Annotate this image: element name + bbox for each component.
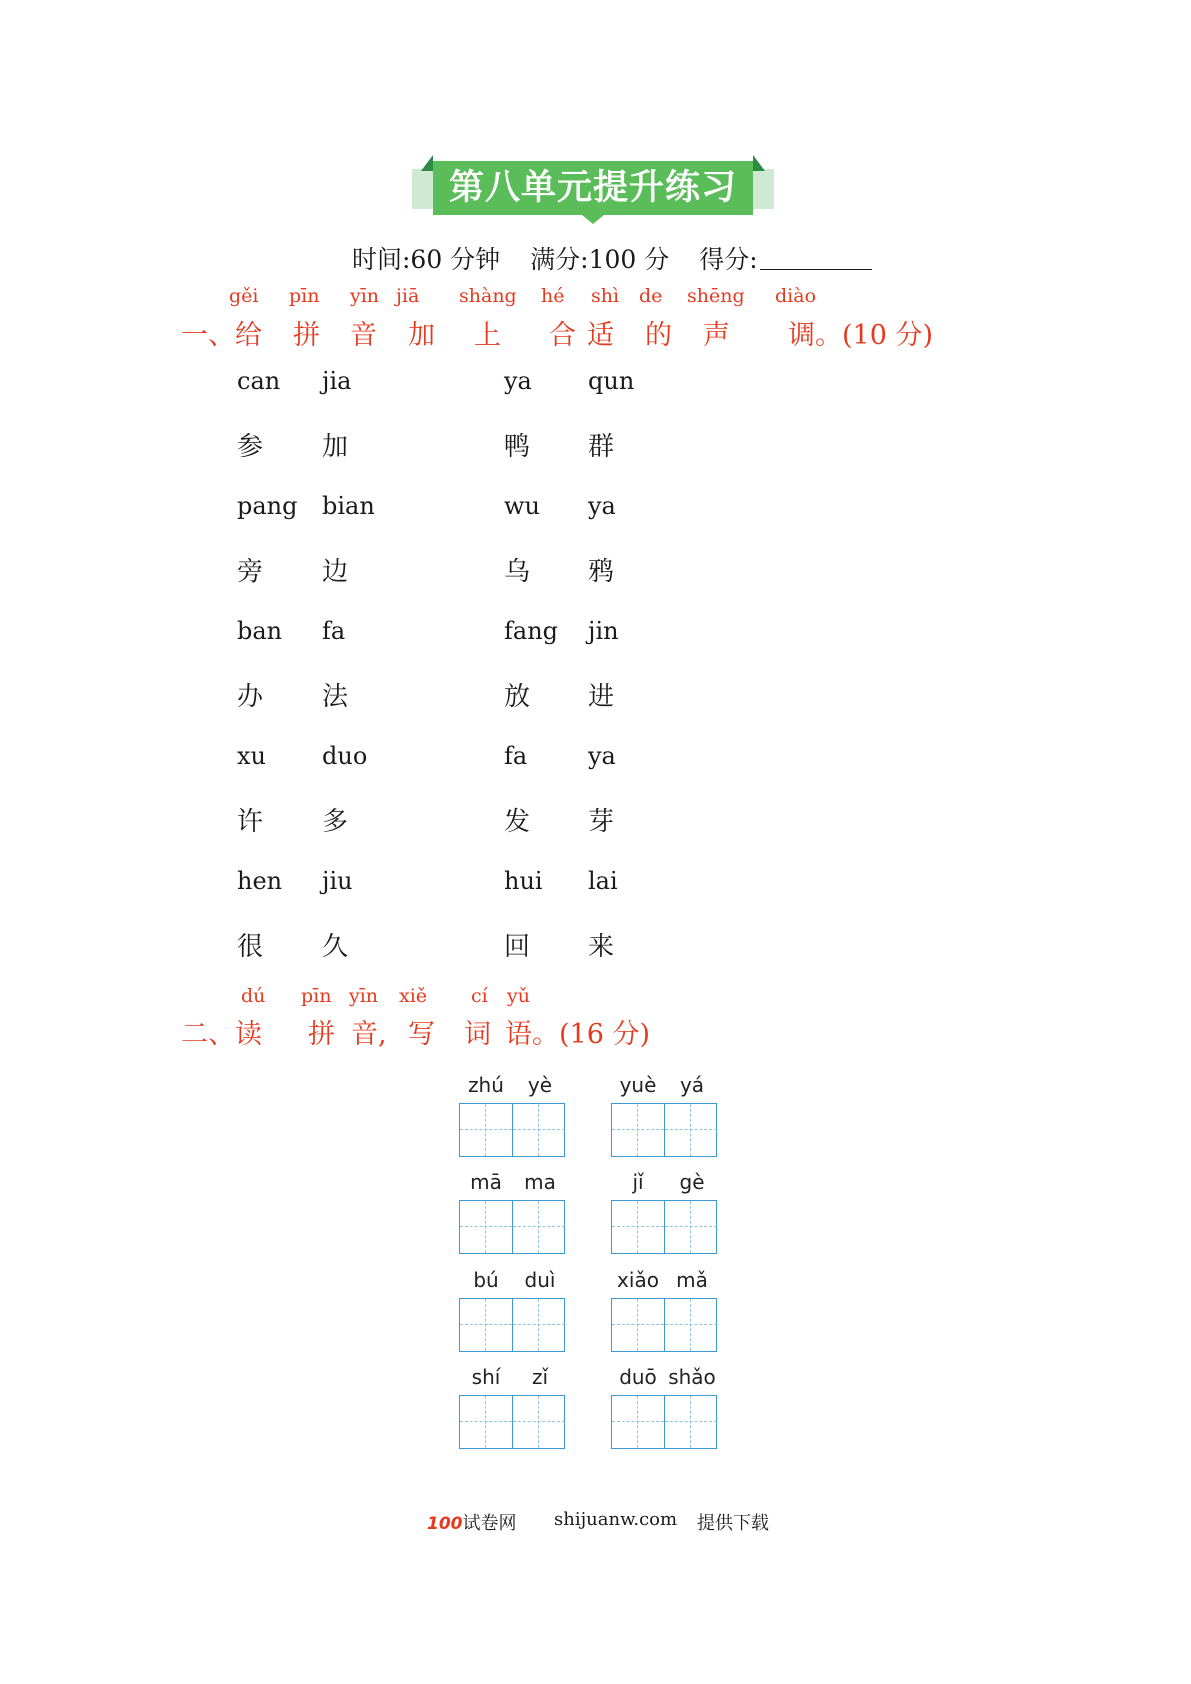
- word-pinyin: shǎo: [668, 1365, 716, 1389]
- hanzi-character: 放: [504, 682, 531, 712]
- word-pinyin: jǐ: [632, 1170, 644, 1194]
- part2-heading-pinyin: pīn: [301, 985, 332, 1007]
- pinyin-syllable[interactable]: qun: [588, 367, 635, 395]
- tianzige-writing-box[interactable]: [612, 1201, 664, 1253]
- hanzi-character: 旁: [237, 557, 264, 587]
- pinyin-syllable[interactable]: can: [237, 367, 281, 395]
- tianzige-writing-box[interactable]: [460, 1104, 512, 1156]
- hanzi-character: 回: [504, 932, 531, 962]
- hanzi-character: 法: [322, 682, 349, 712]
- hanzi-character: 参: [237, 432, 264, 462]
- part1-heading-pinyin: de: [639, 285, 663, 307]
- score-blank[interactable]: [760, 247, 872, 270]
- part1-heading-pinyin: gěi: [229, 285, 259, 307]
- word-writing-item: [611, 1268, 719, 1352]
- hanzi-character: 芽: [588, 807, 615, 837]
- part1-heading-pinyin: yīn: [350, 285, 380, 307]
- tianzige-writing-box[interactable]: [612, 1396, 664, 1448]
- part1-heading-char: 适: [587, 320, 614, 351]
- part2-heading-char: 拼: [308, 1019, 335, 1050]
- hanzi-character: 多: [322, 807, 349, 837]
- hanzi-character: 发: [504, 807, 531, 837]
- logo-text: 试卷网: [462, 1513, 517, 1534]
- part1-heading-pinyin: hé: [541, 285, 565, 307]
- pinyin-syllable[interactable]: ban: [237, 617, 283, 645]
- tianzige-writing-box[interactable]: [512, 1201, 564, 1253]
- part1-heading-char: 声: [703, 320, 730, 351]
- word-pinyin: ma: [524, 1170, 556, 1194]
- word-pinyin: zhú: [468, 1073, 504, 1097]
- pinyin-syllable[interactable]: pang: [237, 492, 298, 520]
- part1-heading-pinyin: shàng: [459, 285, 517, 307]
- part1-heading-char: 上: [474, 320, 501, 351]
- pinyin-syllable[interactable]: ya: [588, 742, 616, 770]
- pinyin-syllable[interactable]: hen: [237, 867, 283, 895]
- word-writing-item: [611, 1073, 719, 1157]
- word-pinyin: xiǎo: [617, 1268, 659, 1292]
- pinyin-syllable[interactable]: ya: [504, 367, 532, 395]
- part2-heading-char: 音,: [351, 1019, 387, 1050]
- hanzi-character: 进: [588, 682, 615, 712]
- part1-heading-pinyin: diào: [775, 285, 817, 307]
- pinyin-syllable[interactable]: fang: [504, 617, 559, 645]
- tianzige-writing-box[interactable]: [460, 1396, 512, 1448]
- pinyin-syllable[interactable]: jia: [322, 367, 352, 395]
- word-writing-item: [459, 1170, 567, 1254]
- full-score: 满分:100 分: [530, 245, 670, 274]
- word-pinyin: duì: [524, 1268, 556, 1292]
- tianzige-writing-box[interactable]: [460, 1299, 512, 1351]
- word-pinyin: yè: [527, 1073, 553, 1097]
- footer-site: shijuanw.com: [554, 1509, 678, 1530]
- tianzige-writing-box[interactable]: [512, 1396, 564, 1448]
- part1-heading-char: 一、给: [181, 320, 262, 351]
- hanzi-character: 来: [588, 932, 615, 962]
- hanzi-character: 加: [322, 432, 349, 462]
- part2-heading-char: 语。(16 分): [505, 1019, 651, 1050]
- pinyin-syllable[interactable]: fa: [504, 742, 528, 770]
- pinyin-syllable[interactable]: duo: [322, 742, 368, 770]
- tianzige-writing-box[interactable]: [612, 1104, 664, 1156]
- part1-heading-pinyin: shēng: [687, 285, 745, 307]
- time-limit: 时间:60 分钟: [352, 245, 501, 274]
- tianzige-writing-box[interactable]: [664, 1396, 716, 1448]
- pinyin-syllable[interactable]: bian: [322, 492, 375, 520]
- hanzi-character: 乌: [504, 557, 531, 587]
- part1-heading-pinyin: pīn: [289, 285, 320, 307]
- tianzige-writing-box[interactable]: [512, 1299, 564, 1351]
- word-pinyin: duō: [619, 1365, 657, 1389]
- part1-heading-char: 调。(10 分): [788, 320, 934, 351]
- page-title: 第八单元提升练习: [448, 168, 737, 208]
- hanzi-character: 鸭: [504, 432, 531, 462]
- tianzige-writing-box[interactable]: [664, 1299, 716, 1351]
- footer-logo: [427, 1509, 517, 1535]
- tianzige-writing-box[interactable]: [460, 1201, 512, 1253]
- word-pinyin: zǐ: [531, 1365, 549, 1389]
- part2-heading-pinyin: xiě: [399, 985, 428, 1007]
- hanzi-character: 久: [322, 932, 349, 962]
- pinyin-syllable[interactable]: xu: [237, 742, 266, 770]
- word-writing-item: [459, 1073, 567, 1157]
- part2-heading-char: 写: [408, 1019, 435, 1050]
- part2-heading-char: 二、读: [181, 1019, 262, 1050]
- word-pinyin: shí: [471, 1365, 501, 1389]
- hanzi-character: 很: [237, 932, 264, 962]
- part1-heading-char: 加: [408, 320, 435, 351]
- word-writing-item: [611, 1170, 719, 1254]
- part2-heading-pinyin: yīn: [349, 985, 379, 1007]
- footer-provide: 提供下载: [697, 1513, 769, 1534]
- pinyin-syllable[interactable]: ya: [588, 492, 616, 520]
- pinyin-syllable[interactable]: wu: [504, 492, 540, 520]
- part1-heading-pinyin: shì: [591, 285, 620, 307]
- word-pinyin: yuè: [619, 1073, 657, 1097]
- part1-heading-char: 拼: [293, 320, 320, 351]
- part2-heading-pinyin: dú: [241, 985, 266, 1007]
- pinyin-syllable[interactable]: fa: [322, 617, 346, 645]
- part2-heading-char: 词: [464, 1019, 491, 1050]
- logo-number: 100: [427, 1514, 463, 1534]
- word-pinyin: yá: [679, 1073, 705, 1097]
- tianzige-writing-box[interactable]: [664, 1201, 716, 1253]
- hanzi-character: 边: [322, 557, 349, 587]
- hanzi-character: 办: [237, 682, 264, 712]
- word-writing-item: [459, 1268, 567, 1352]
- title-banner: [412, 155, 774, 223]
- word-pinyin: mǎ: [676, 1268, 708, 1292]
- word-pinyin: bú: [473, 1268, 499, 1292]
- hanzi-character: 许: [237, 807, 264, 837]
- tianzige-writing-box[interactable]: [664, 1104, 716, 1156]
- score-label: 得分:: [699, 245, 758, 274]
- word-writing-item: [611, 1365, 719, 1449]
- exam-info: [352, 240, 894, 276]
- hanzi-character: 群: [588, 432, 615, 462]
- hanzi-character: 鸦: [588, 557, 615, 587]
- part1-heading-pinyin: jiā: [396, 285, 420, 307]
- word-pinyin: gè: [679, 1170, 705, 1194]
- pinyin-syllable[interactable]: jin: [588, 617, 619, 645]
- part1-heading-char: 音: [350, 320, 377, 351]
- part1-heading-char: 合: [549, 320, 576, 351]
- tianzige-writing-box[interactable]: [612, 1299, 664, 1351]
- pinyin-syllable[interactable]: lai: [588, 867, 618, 895]
- pinyin-syllable[interactable]: jiu: [322, 867, 353, 895]
- pinyin-syllable[interactable]: hui: [504, 867, 543, 895]
- word-pinyin: mā: [470, 1170, 502, 1194]
- part2-heading-pinyin: cí: [471, 985, 488, 1007]
- part1-heading-char: 的: [645, 320, 672, 351]
- tianzige-writing-box[interactable]: [512, 1104, 564, 1156]
- word-writing-item: [459, 1365, 567, 1449]
- part2-heading-pinyin: yǔ: [507, 985, 530, 1007]
